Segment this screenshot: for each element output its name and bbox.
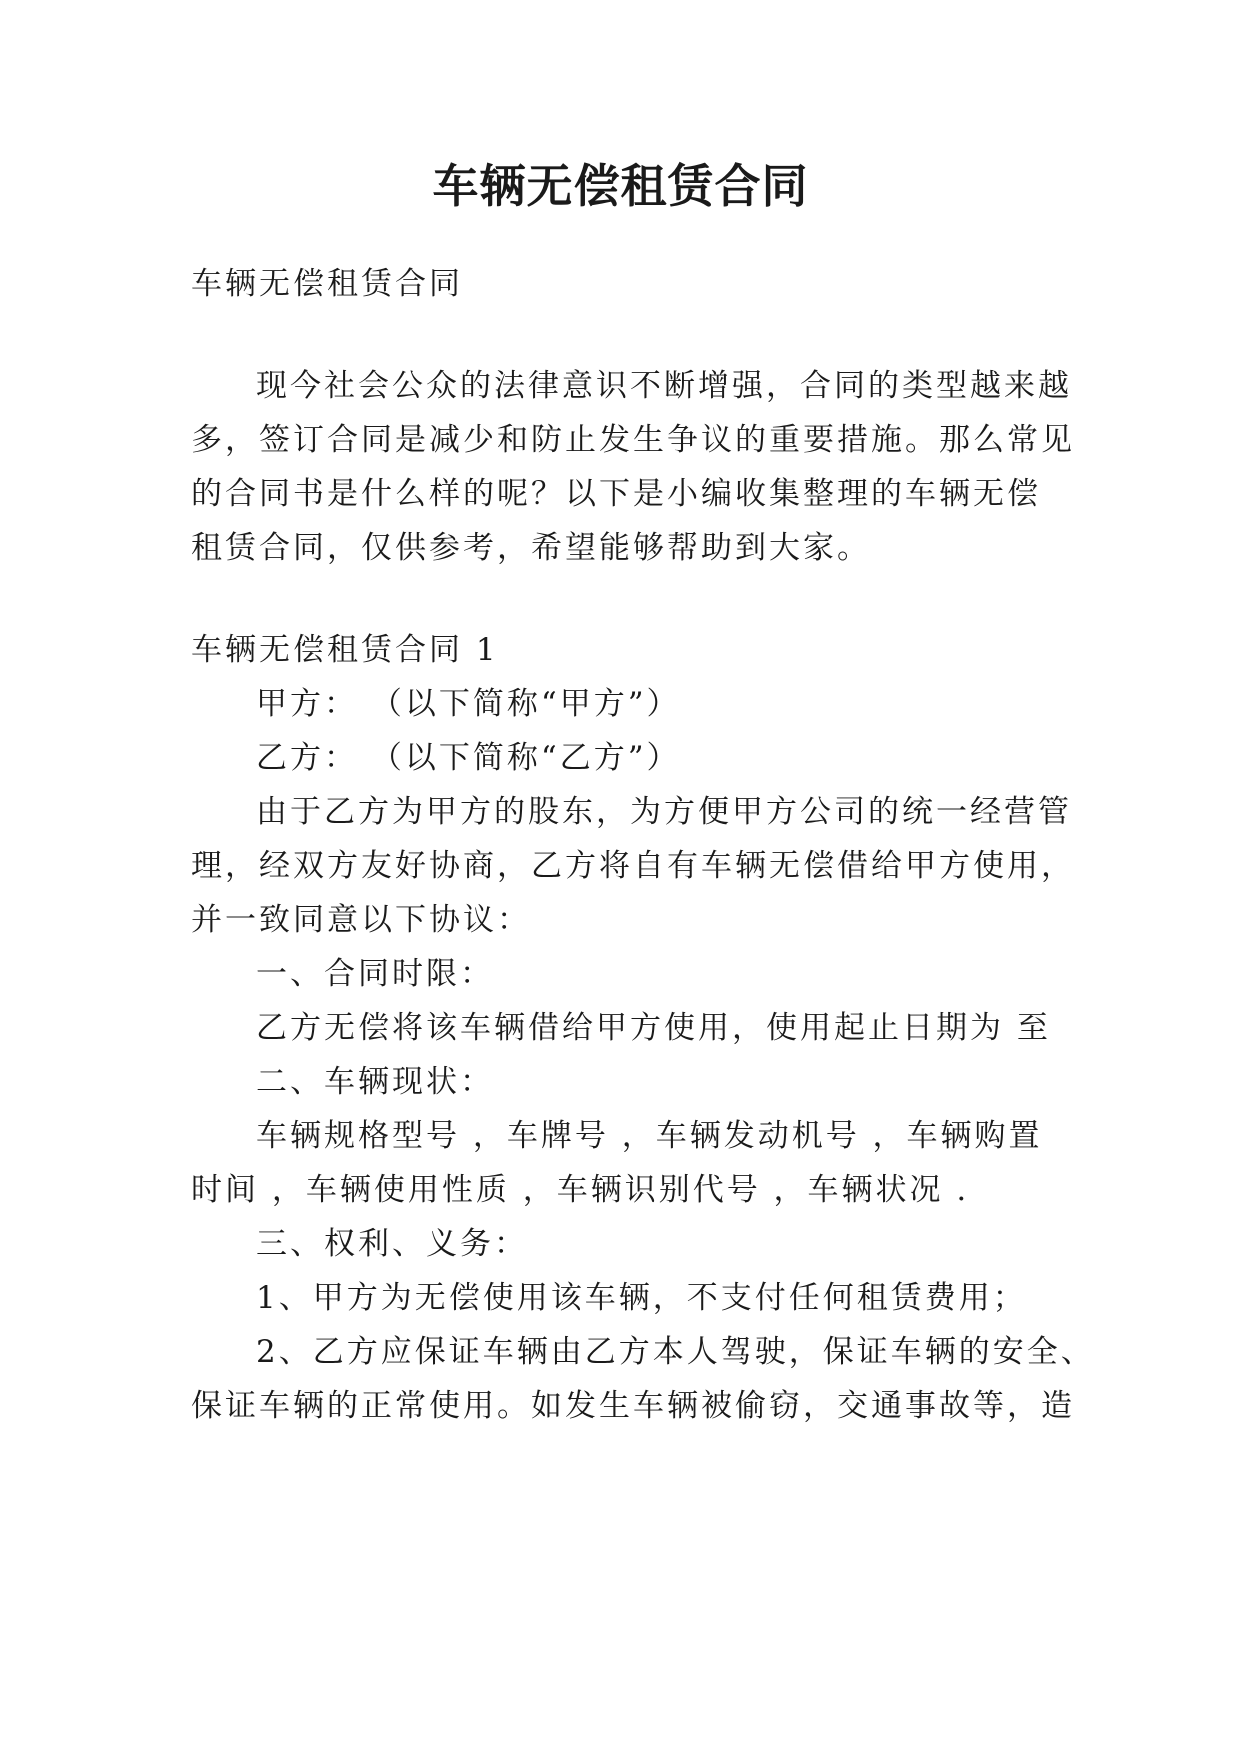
section-heading: 二、车辆现状：: [256, 1064, 494, 1100]
preamble-line: 并一致同意以下协议：: [191, 902, 531, 938]
section-text: 时间 ，车辆使用性质 ，车辆识别代号 ，车辆状况 .: [191, 1172, 970, 1208]
party-a-line: 甲方： （以下简称“甲方”）: [256, 686, 681, 722]
document-subtitle: 车辆无偿租赁合同: [191, 266, 463, 302]
intro-line: 的合同书是什么样的呢？以下是小编收集整理的车辆无偿: [191, 476, 1041, 512]
section-text: 车辆规格型号 ，车牌号 ，车辆发动机号 ，车辆购置: [256, 1118, 1043, 1154]
preamble-line: 理，经双方友好协商，乙方将自有车辆无偿借给甲方使用，: [191, 848, 1075, 884]
document-title: 车辆无偿租赁合同: [432, 159, 809, 213]
preamble-line: 由于乙方为甲方的股东，为方便甲方公司的统一经营管: [256, 794, 1072, 830]
party-b-line: 乙方： （以下简称“乙方”）: [256, 740, 681, 776]
section-heading: 一、合同时限：: [256, 956, 494, 992]
contract-heading: 车辆无偿租赁合同 1: [191, 632, 499, 668]
section-heading: 三、权利、义务：: [256, 1226, 528, 1262]
clause-item: 2、乙方应保证车辆由乙方本人驾驶，保证车辆的安全、: [256, 1334, 1095, 1370]
intro-line: 多，签订合同是减少和防止发生争议的重要措施。那么常见: [191, 422, 1075, 458]
clause-item: 1、甲方为无偿使用该车辆，不支付任何租赁费用；: [256, 1280, 1027, 1316]
clause-item: 保证车辆的正常使用。如发生车辆被偷窃，交通事故等，造: [191, 1388, 1075, 1424]
intro-line: 现今社会公众的法律意识不断增强，合同的类型越来越: [256, 368, 1072, 404]
intro-line: 租赁合同，仅供参考，希望能够帮助到大家。: [191, 530, 871, 566]
section-text: 乙方无偿将该车辆借给甲方使用，使用起止日期为 至: [256, 1010, 1051, 1046]
